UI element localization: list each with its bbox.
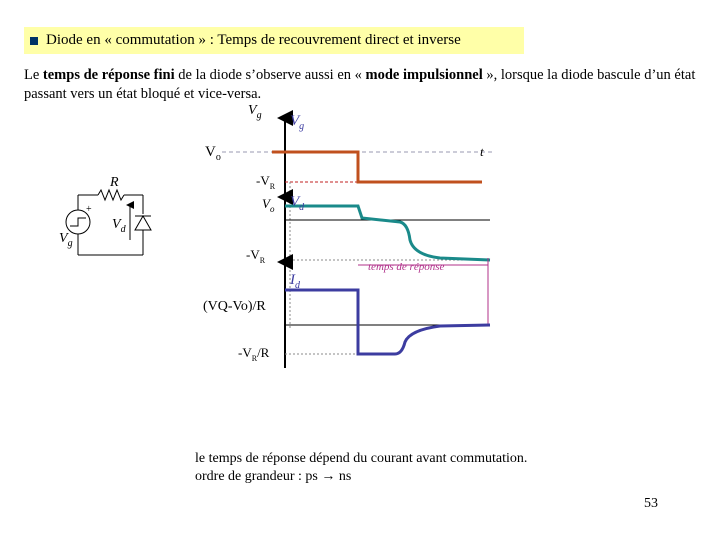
current-low-label: $-V_R/R$ [238,345,270,363]
source-label: $V_g$ [59,231,73,249]
intro-text-3: », lorsque la diode bascule d’un état passant vers un état bloqué et vice-versa. [24,67,696,102]
vd-vo-label: $V_o$ [262,196,275,214]
plus-sign: + [86,204,92,215]
current-high-label: (VQ-Vo)/R [203,299,266,314]
vd-axis-label: $V_d$ [290,194,305,213]
diode-voltage-label: $V_d$ [112,217,126,235]
intro-bold-2: mode impulsionnel [365,67,483,83]
note-line-2: ordre de grandeur : ps → ns [195,469,352,484]
minus-vr-label-2: $-V_R$ [246,247,266,265]
id-axis-label: $I_d$ [290,272,300,291]
minus-vr-label-1: $-V_R$ [256,173,276,191]
vg-axis-top-label: $V_g$ [248,103,262,121]
slide-title: Diode en « commutation » : Temps de recouvrement direct et inverse [46,32,461,48]
resistor-label: R [110,175,119,190]
note-line-1: le temps de réponse dépend du courant avant commutation. [195,451,528,466]
vo-label: $V_o$ [205,144,221,163]
intro-bold-1: temps de réponse fini [42,67,175,83]
time-label: t [480,144,484,159]
page-number: 53 [644,496,658,511]
diode-triangle [135,216,151,230]
id-signal [285,290,490,354]
notes-block [195,450,527,486]
response-time-label: temps de réponse [368,261,445,273]
vg-signal [272,152,482,182]
intro-text-2: de la diode s’observe aussi en « [174,67,366,83]
response-time-marker [358,258,488,326]
vg-axis-label: $V_g$ [290,113,305,132]
step-source-icon [70,218,86,226]
vd-signal [285,206,490,260]
intro-text-1: Le [24,67,43,83]
id-graph [203,262,490,368]
circuit-schematic [59,175,151,255]
resistor-symbol [98,190,124,200]
vg-graph [205,103,492,330]
